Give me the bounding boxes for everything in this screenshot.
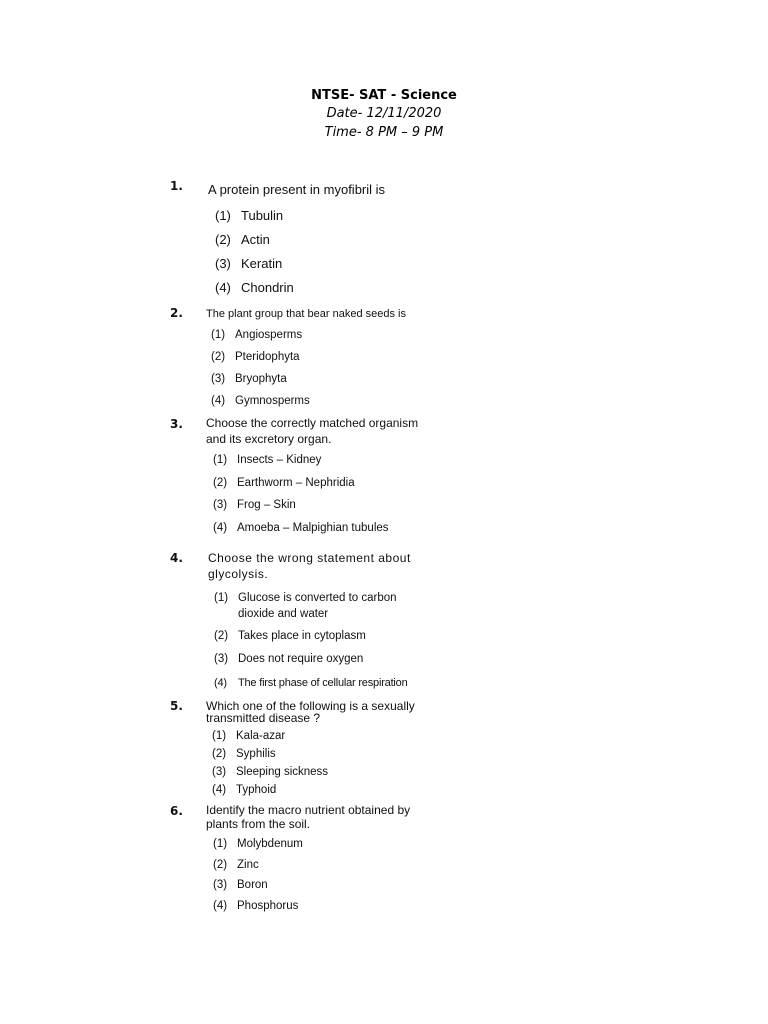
option-1: (1) Tubulin bbox=[215, 208, 284, 223]
option-4: (4) The first phase of cellular respiration bbox=[214, 677, 408, 689]
option-3: (3) Sleeping sickness bbox=[212, 766, 329, 778]
question-text: A protein present in myofibril is bbox=[208, 182, 386, 197]
option-3: (3) Frog – Skin bbox=[213, 499, 296, 511]
option-2: (2) Earthworm – Nephridia bbox=[213, 477, 355, 489]
option-3: (3) Bryophyta bbox=[211, 373, 287, 385]
question-text: Identify the macro nutrient obtained by plants from the soil. bbox=[206, 803, 411, 831]
option-2: (2) Pteridophyta bbox=[211, 351, 300, 363]
exam-time: Time- 8 PM – 9 PM bbox=[324, 125, 444, 140]
option-2: (2) Takes place in cytoplasm bbox=[214, 630, 366, 642]
question-text: Which one of the following is a sexually transmitted disease ? bbox=[206, 699, 415, 725]
question-text: Choose the correctly matched organism and its excretory organ. bbox=[206, 416, 419, 446]
option-1: (1) Insects – Kidney bbox=[213, 454, 322, 466]
page-title: NTSE- SAT - Science bbox=[311, 88, 457, 103]
option-1: (1) Glucose is converted to carbon dioxide and water bbox=[214, 592, 397, 620]
option-3: (3) Boron bbox=[213, 879, 268, 891]
option-4: (4) Typhoid bbox=[212, 784, 277, 796]
option-3: (3) Keratin bbox=[215, 256, 283, 271]
option-4: (4) Amoeba – Malpighian tubules bbox=[213, 522, 389, 534]
option-1: (1) Kala-azar bbox=[212, 730, 286, 742]
question-text: Choose the wrong statement about glycolysis. bbox=[208, 551, 411, 581]
question-text: The plant group that bear naked seeds is bbox=[206, 308, 406, 320]
option-2: (2) Syphilis bbox=[212, 748, 276, 760]
question-number: 3. bbox=[170, 417, 183, 431]
option-1: (1) Angiosperms bbox=[211, 329, 303, 341]
question-number: 6. bbox=[170, 804, 183, 818]
option-4: (4) Chondrin bbox=[215, 280, 294, 295]
option-1: (1) Molybdenum bbox=[213, 838, 303, 850]
exam-date: Date- 12/11/2020 bbox=[326, 106, 442, 121]
question-number: 5. bbox=[170, 699, 183, 713]
question-number: 2. bbox=[170, 306, 183, 320]
option-3: (3) Does not require oxygen bbox=[214, 653, 364, 665]
option-2: (2) Zinc bbox=[213, 859, 259, 871]
option-2: (2) Actin bbox=[215, 232, 270, 247]
option-4: (4) Gymnosperms bbox=[211, 395, 310, 407]
question-number: 1. bbox=[170, 179, 183, 193]
option-4: (4) Phosphorus bbox=[213, 900, 299, 912]
question-number: 4. bbox=[170, 551, 183, 565]
